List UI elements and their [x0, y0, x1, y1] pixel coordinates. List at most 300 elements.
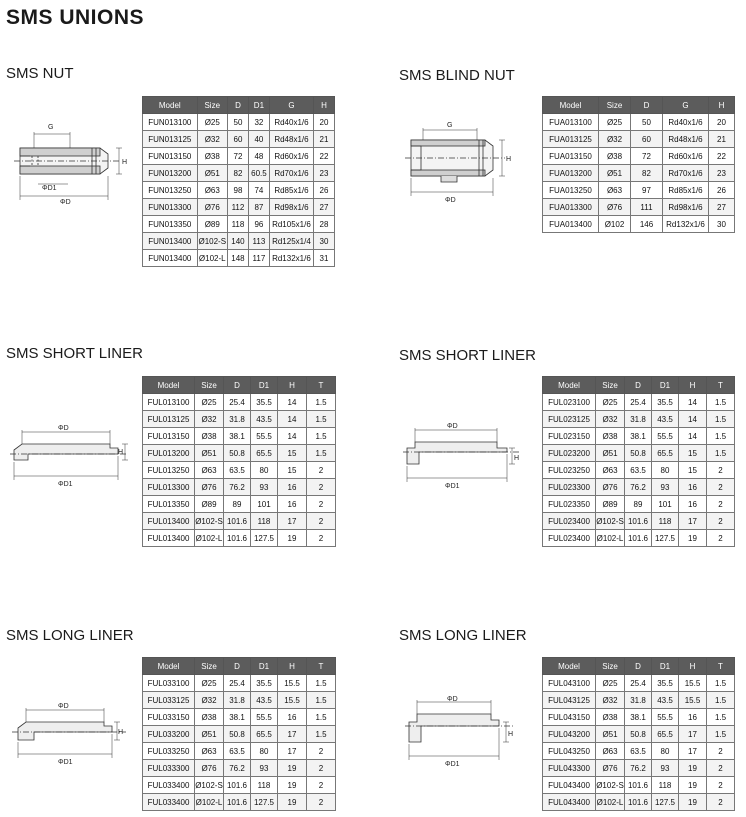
table-cell: Ø102-S [596, 513, 625, 530]
table-cell: Ø25 [599, 114, 631, 131]
table-cell: 63.5 [625, 743, 652, 760]
blind-nut-label-d: ΦD [445, 197, 456, 204]
table-cell: 26 [313, 182, 334, 199]
table-cell: 87 [248, 199, 269, 216]
table-cell: FUL023100 [543, 394, 596, 411]
table-row [543, 199, 735, 216]
table-cell: 16 [679, 479, 707, 496]
table-cell: Ø51 [197, 165, 227, 182]
section-title-blind-nut: SMS BLIND NUT [399, 67, 515, 84]
table-cell: 19 [278, 794, 307, 811]
table-row [543, 777, 735, 794]
table-cell: FUA013200 [543, 165, 599, 182]
table-cell: FUL023150 [543, 428, 596, 445]
table-row [543, 692, 735, 709]
table-cell: 112 [227, 199, 248, 216]
table-cell: FUL033300 [143, 760, 195, 777]
table-cell: 50.8 [224, 726, 251, 743]
table-row [543, 496, 735, 513]
table-cell: 23 [709, 165, 735, 182]
table-row [143, 148, 335, 165]
table-cell: 28 [313, 216, 334, 233]
table-cell: 1.5 [307, 394, 336, 411]
table-cell: 76.2 [625, 760, 652, 777]
table-cell: 1.5 [307, 411, 336, 428]
table-cell: 35.5 [251, 675, 278, 692]
table-cell: FUA013400 [543, 216, 599, 233]
short-liner-b-label-h: H [514, 455, 520, 462]
table-cell: 30 [709, 216, 735, 233]
table-cell: 118 [652, 513, 679, 530]
table-cell: 38.1 [625, 428, 652, 445]
table-cell: Ø76 [596, 760, 625, 777]
column-header: D [224, 658, 251, 675]
table-cell: 98 [227, 182, 248, 199]
table-cell: Ø89 [596, 496, 625, 513]
table-cell: Ø102-L [596, 530, 625, 547]
column-header: Size [195, 377, 224, 394]
table-cell: 16 [278, 496, 307, 513]
table-row [143, 250, 335, 267]
nut-label-h: H [122, 159, 128, 166]
table-cell: 22 [313, 148, 334, 165]
table-cell: 55.5 [652, 428, 679, 445]
table-cell: FUA013150 [543, 148, 599, 165]
table-cell: Ø32 [197, 131, 227, 148]
table-row [543, 675, 735, 692]
table-row [543, 760, 735, 777]
table-cell: Ø76 [195, 479, 224, 496]
table-cell: 15 [278, 445, 307, 462]
table-cell: Ø102-L [195, 530, 224, 547]
table-cell: FUN013125 [143, 131, 198, 148]
table-cell: 93 [251, 760, 278, 777]
short-liner-a-spec-table [142, 376, 336, 547]
short-liner-a-label-h: H [118, 449, 124, 456]
table-cell: 38.1 [224, 709, 251, 726]
column-header: Model [143, 658, 195, 675]
table-cell: FUL013400 [143, 513, 195, 530]
table-header-row [543, 658, 735, 675]
table-cell: 19 [679, 530, 707, 547]
table-cell: Ø63 [197, 182, 227, 199]
table-row [543, 445, 735, 462]
table-cell: 14 [278, 394, 307, 411]
table-cell: 22 [709, 148, 735, 165]
column-header: Size [195, 658, 224, 675]
table-cell: 16 [679, 496, 707, 513]
table-cell: Ø38 [195, 709, 224, 726]
table-cell: FUL013350 [143, 496, 195, 513]
table-row [543, 530, 735, 547]
column-header: D [631, 97, 663, 114]
table-cell: Ø102-S [596, 777, 625, 794]
table-cell: Rd60x1/6 [663, 148, 709, 165]
table-cell: 17 [679, 513, 707, 530]
table-cell: 31 [313, 250, 334, 267]
column-header: T [307, 658, 336, 675]
table-cell: FUN013350 [143, 216, 198, 233]
table-cell: Rd132x1/6 [269, 250, 313, 267]
table-cell: FUL033400 [143, 777, 195, 794]
table-cell: 55.5 [251, 709, 278, 726]
table-cell: FUL013300 [143, 479, 195, 496]
column-header: D1 [652, 377, 679, 394]
table-cell: 32 [248, 114, 269, 131]
table-cell: Ø76 [195, 760, 224, 777]
table-row [143, 394, 336, 411]
table-cell: 26 [709, 182, 735, 199]
table-cell: Ø102-S [197, 233, 227, 250]
table-cell: 63.5 [224, 462, 251, 479]
table-cell: 118 [227, 216, 248, 233]
table-cell: 1.5 [707, 445, 735, 462]
column-header: T [307, 377, 336, 394]
table-cell: 101 [251, 496, 278, 513]
table-cell: 2 [707, 496, 735, 513]
table-row [143, 692, 336, 709]
table-cell: 15.5 [679, 675, 707, 692]
table-cell: 127.5 [652, 794, 679, 811]
table-cell: Rd70x1/6 [269, 165, 313, 182]
long-liner-a-label-d1: ΦD1 [58, 759, 73, 766]
table-cell: FUL033125 [143, 692, 195, 709]
table-cell: 15 [679, 445, 707, 462]
table-cell: 43.5 [652, 692, 679, 709]
table-cell: FUN013400 [143, 250, 198, 267]
table-cell: 17 [278, 743, 307, 760]
table-cell: 19 [679, 777, 707, 794]
table-cell: 43.5 [251, 692, 278, 709]
table-cell: Ø51 [596, 445, 625, 462]
column-header: Size [596, 658, 625, 675]
table-cell: FUL013200 [143, 445, 195, 462]
table-cell: 25.4 [625, 675, 652, 692]
table-cell: FUL043400 [543, 794, 596, 811]
column-header: H [278, 377, 307, 394]
table-header-row [143, 658, 336, 675]
section-title-long-liner-b: SMS LONG LINER [399, 627, 527, 644]
table-cell: 20 [313, 114, 334, 131]
table-cell: 19 [278, 760, 307, 777]
table-cell: Ø102 [599, 216, 631, 233]
table-cell: FUL033150 [143, 709, 195, 726]
table-row [143, 479, 336, 496]
column-header: G [663, 97, 709, 114]
table-row [143, 131, 335, 148]
table-cell: 89 [625, 496, 652, 513]
table-cell: 15.5 [679, 692, 707, 709]
table-cell: 2 [307, 496, 336, 513]
table-cell: 101.6 [224, 777, 251, 794]
table-cell: Ø32 [596, 411, 625, 428]
table-cell: FUA013300 [543, 199, 599, 216]
table-cell: 2 [307, 513, 336, 530]
table-cell: 82 [227, 165, 248, 182]
table-cell: 14 [679, 411, 707, 428]
table-cell: 89 [224, 496, 251, 513]
table-cell: FUN013200 [143, 165, 198, 182]
table-cell: 19 [278, 530, 307, 547]
table-cell: Rd85x1/6 [269, 182, 313, 199]
table-cell: FUN013150 [143, 148, 198, 165]
table-cell: 74 [248, 182, 269, 199]
table-cell: 60 [227, 131, 248, 148]
table-cell: 50 [631, 114, 663, 131]
table-row [143, 496, 336, 513]
table-cell: 25.4 [224, 394, 251, 411]
table-cell: Rd40x1/6 [663, 114, 709, 131]
table-header-row [143, 377, 336, 394]
table-cell: 80 [652, 743, 679, 760]
table-cell: 65.5 [251, 726, 278, 743]
table-cell: 80 [652, 462, 679, 479]
table-cell: 35.5 [251, 394, 278, 411]
table-cell: 50.8 [224, 445, 251, 462]
table-cell: 2 [307, 530, 336, 547]
nut-label-g: G [48, 124, 54, 131]
table-cell: 31.8 [625, 692, 652, 709]
column-header: H [709, 97, 735, 114]
long-liner-b-drawing [401, 696, 527, 770]
table-cell: 72 [631, 148, 663, 165]
table-cell: FUL043150 [543, 709, 596, 726]
table-cell: Rd132x1/6 [663, 216, 709, 233]
table-cell: 111 [631, 199, 663, 216]
column-header: D1 [251, 377, 278, 394]
table-row [143, 445, 336, 462]
table-cell: 2 [707, 530, 735, 547]
nut-label-d: ΦD [60, 199, 71, 206]
table-row [543, 182, 735, 199]
table-cell: 93 [652, 760, 679, 777]
table-cell: FUL013150 [143, 428, 195, 445]
column-header: Size [197, 97, 227, 114]
long-liner-b-label-d1: ΦD1 [445, 761, 460, 768]
table-row [143, 530, 336, 547]
table-cell: Rd105x1/6 [269, 216, 313, 233]
table-cell: FUL033250 [143, 743, 195, 760]
table-cell: 25.4 [625, 394, 652, 411]
table-cell: 21 [313, 131, 334, 148]
table-cell: Ø38 [596, 709, 625, 726]
blind-nut-label-h: H [506, 156, 512, 163]
table-cell: FUL043250 [543, 743, 596, 760]
short-liner-a-label-d: ΦD [58, 425, 69, 432]
table-cell: Rd70x1/6 [663, 165, 709, 182]
short-liner-b-label-d: ΦD [447, 423, 458, 430]
table-cell: 21 [709, 131, 735, 148]
table-cell: 101.6 [625, 777, 652, 794]
blind-nut-label-g: G [447, 122, 453, 129]
table-row [543, 743, 735, 760]
table-cell: 16 [278, 709, 307, 726]
long-liner-a-label-d: ΦD [58, 703, 69, 710]
table-cell: 1.5 [307, 709, 336, 726]
table-cell: Ø63 [596, 462, 625, 479]
table-cell: 20 [709, 114, 735, 131]
table-cell: 1.5 [307, 428, 336, 445]
table-cell: FUL033400 [143, 794, 195, 811]
table-cell: 80 [251, 462, 278, 479]
table-row [143, 199, 335, 216]
table-cell: FUL043400 [543, 777, 596, 794]
table-row [543, 709, 735, 726]
table-cell: Ø63 [596, 743, 625, 760]
blind-nut-spec-table [542, 96, 735, 233]
table-cell: Rd48x1/6 [269, 131, 313, 148]
table-cell: 17 [278, 726, 307, 743]
table-cell: 1.5 [707, 726, 735, 743]
column-header: D [625, 377, 652, 394]
table-cell: 55.5 [251, 428, 278, 445]
table-cell: 1.5 [307, 726, 336, 743]
section-title-long-liner-a: SMS LONG LINER [6, 627, 134, 644]
column-header: D [625, 658, 652, 675]
table-cell: Rd48x1/6 [663, 131, 709, 148]
column-header: G [269, 97, 313, 114]
table-cell: 30 [313, 233, 334, 250]
table-cell: 1.5 [707, 411, 735, 428]
table-cell: 113 [248, 233, 269, 250]
table-cell: FUL043200 [543, 726, 596, 743]
table-cell: 76.2 [224, 760, 251, 777]
short-liner-b-label-d1: ΦD1 [445, 483, 460, 490]
table-row [143, 513, 336, 530]
table-cell: 50.8 [625, 726, 652, 743]
short-liner-a-drawing [8, 420, 134, 492]
table-cell: 14 [278, 411, 307, 428]
table-cell: FUL023400 [543, 513, 596, 530]
table-cell: Ø25 [596, 675, 625, 692]
column-header: D1 [248, 97, 269, 114]
table-cell: 117 [248, 250, 269, 267]
table-cell: 48 [248, 148, 269, 165]
table-row [143, 760, 336, 777]
table-cell: Ø32 [599, 131, 631, 148]
table-cell: Ø51 [596, 726, 625, 743]
column-header: H [679, 658, 707, 675]
table-header-row [543, 377, 735, 394]
table-cell: 27 [313, 199, 334, 216]
table-cell: FUL023125 [543, 411, 596, 428]
table-row [143, 182, 335, 199]
table-cell: Ø102-L [195, 794, 224, 811]
table-cell: Ø51 [195, 445, 224, 462]
table-row [543, 479, 735, 496]
table-cell: 15 [278, 462, 307, 479]
table-cell: 127.5 [251, 794, 278, 811]
column-header: H [278, 658, 307, 675]
section-title-nut: SMS NUT [6, 65, 74, 82]
column-header: T [707, 658, 735, 675]
table-row [543, 114, 735, 131]
table-cell: 27 [709, 199, 735, 216]
table-cell: Ø25 [197, 114, 227, 131]
column-header: D1 [251, 658, 278, 675]
table-row [143, 428, 336, 445]
table-cell: 63.5 [625, 462, 652, 479]
table-cell: 2 [707, 760, 735, 777]
table-row [543, 216, 735, 233]
table-cell: 2 [707, 513, 735, 530]
table-cell: Ø38 [599, 148, 631, 165]
table-cell: 43.5 [652, 411, 679, 428]
table-cell: 43.5 [251, 411, 278, 428]
table-cell: 2 [707, 743, 735, 760]
table-cell: 65.5 [652, 726, 679, 743]
nut-drawing [8, 118, 134, 206]
table-row [543, 428, 735, 445]
table-row [543, 165, 735, 182]
table-row [143, 216, 335, 233]
table-cell: Rd98x1/6 [663, 199, 709, 216]
table-cell: FUA013100 [543, 114, 599, 131]
table-cell: 14 [278, 428, 307, 445]
table-row [143, 709, 336, 726]
table-cell: FUN013250 [143, 182, 198, 199]
table-cell: 19 [679, 760, 707, 777]
table-row [143, 675, 336, 692]
column-header: Model [543, 377, 596, 394]
table-cell: 76.2 [224, 479, 251, 496]
table-cell: FUL013250 [143, 462, 195, 479]
column-header: H [679, 377, 707, 394]
table-cell: FUL043300 [543, 760, 596, 777]
table-cell: 2 [707, 777, 735, 794]
section-title-short-liner-a: SMS SHORT LINER [6, 345, 143, 362]
column-header: Model [143, 97, 198, 114]
table-cell: 50.8 [625, 445, 652, 462]
table-cell: 50 [227, 114, 248, 131]
long-liner-b-label-d: ΦD [447, 696, 458, 703]
table-cell: 101.6 [224, 794, 251, 811]
table-cell: Ø38 [596, 428, 625, 445]
table-cell: 35.5 [652, 675, 679, 692]
table-cell: Ø38 [197, 148, 227, 165]
table-cell: 148 [227, 250, 248, 267]
table-row [543, 794, 735, 811]
table-row [543, 462, 735, 479]
table-cell: 1.5 [707, 428, 735, 445]
column-header: Size [599, 97, 631, 114]
table-cell: 118 [251, 777, 278, 794]
table-cell: 118 [251, 513, 278, 530]
table-cell: FUL023400 [543, 530, 596, 547]
table-cell: Ø25 [195, 675, 224, 692]
table-cell: 65.5 [251, 445, 278, 462]
table-row [543, 411, 735, 428]
nut-spec-table [142, 96, 335, 267]
table-cell: 2 [307, 794, 336, 811]
table-cell: Ø102-S [195, 513, 224, 530]
table-cell: 146 [631, 216, 663, 233]
table-cell: 60 [631, 131, 663, 148]
table-cell: Ø63 [599, 182, 631, 199]
table-row [143, 794, 336, 811]
table-cell: Ø51 [599, 165, 631, 182]
table-row [143, 233, 335, 250]
table-cell: 127.5 [652, 530, 679, 547]
table-cell: FUA013125 [543, 131, 599, 148]
table-row [543, 148, 735, 165]
long-liner-b-spec-table [542, 657, 735, 811]
table-cell: 1.5 [307, 675, 336, 692]
table-cell: 82 [631, 165, 663, 182]
table-cell: 72 [227, 148, 248, 165]
table-cell: 97 [631, 182, 663, 199]
table-cell: 1.5 [707, 394, 735, 411]
